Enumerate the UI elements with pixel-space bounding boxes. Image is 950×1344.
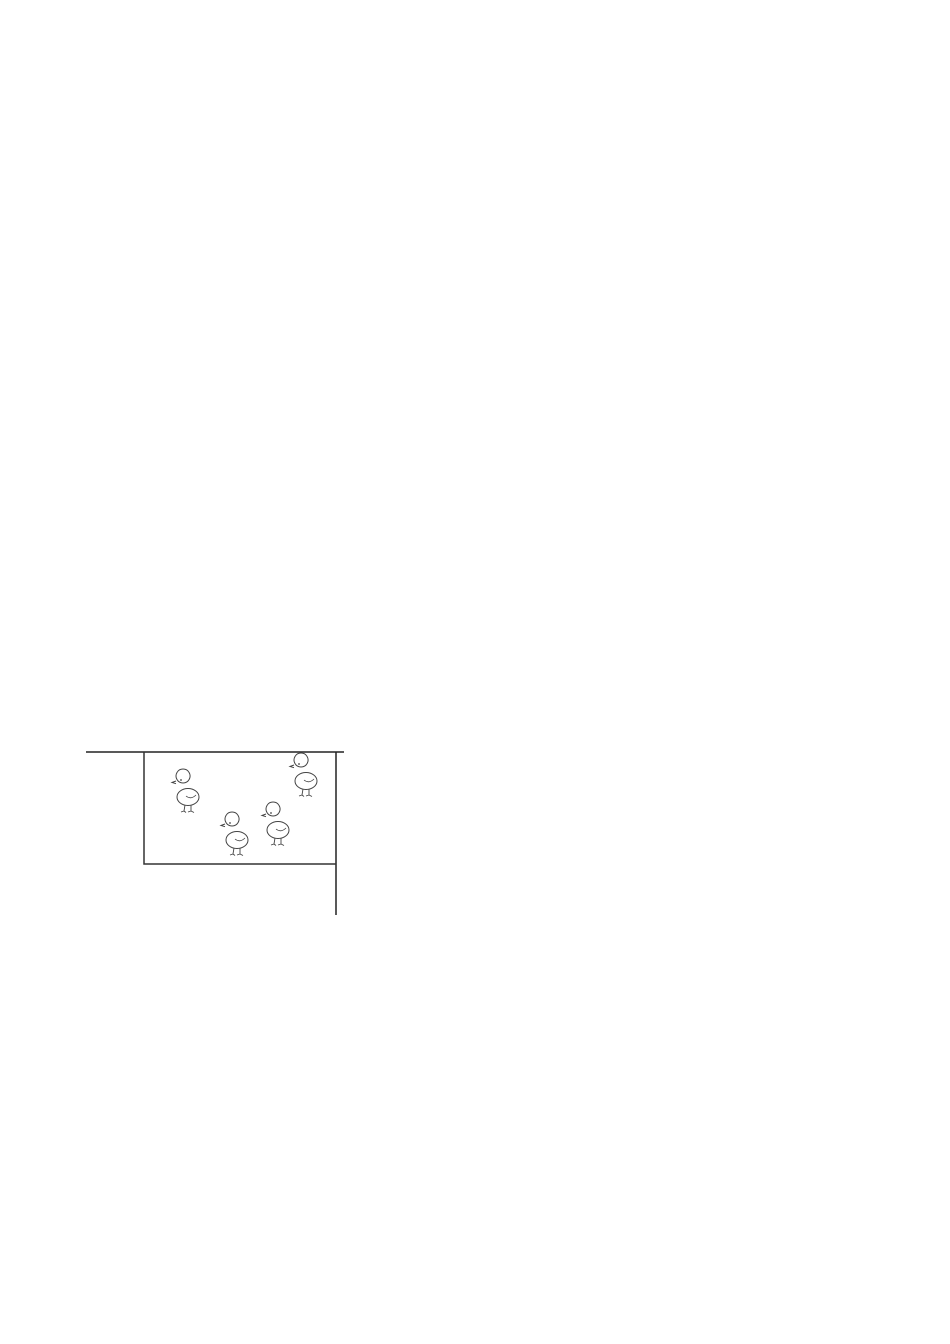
chick-icon (262, 802, 289, 845)
chick-icon (221, 812, 248, 855)
chick-icon (172, 769, 199, 812)
fence-outline (144, 752, 336, 864)
chicken-pen-figure (86, 714, 386, 920)
chick-icon (290, 753, 317, 796)
